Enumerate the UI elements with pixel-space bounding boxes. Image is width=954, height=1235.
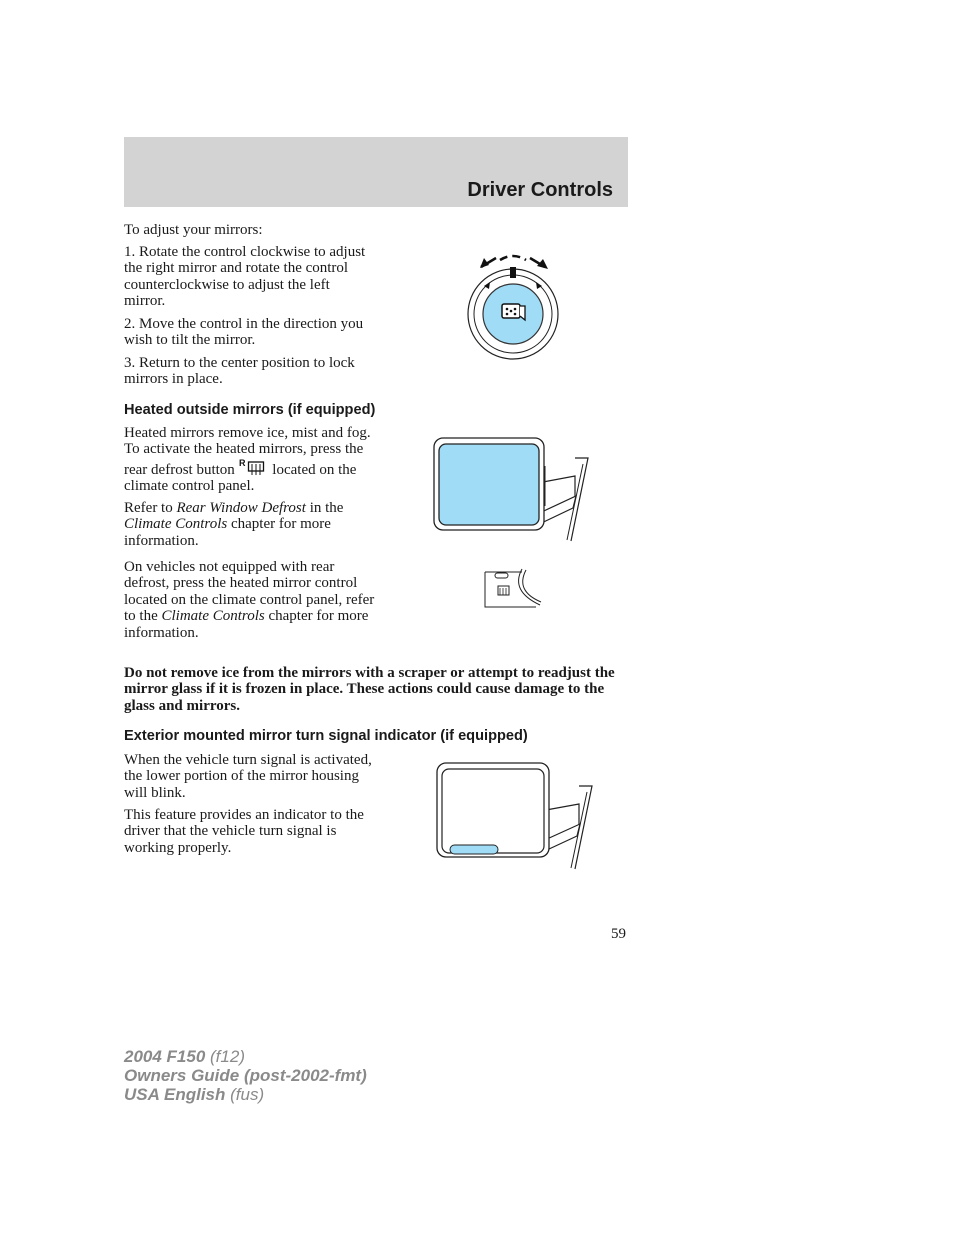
page-number: 59 (611, 926, 626, 942)
page-title: Driver Controls (467, 179, 613, 201)
mirror-control-knob-icon (462, 248, 564, 358)
defrost-letter: R (238, 457, 246, 468)
heated-mirrors-paragraph-3 (124, 559, 382, 641)
heated-mirrors-paragraph-1 (124, 425, 382, 495)
heated-p2-text-a: Refer to (124, 500, 177, 516)
turn-signal-paragraph-2: This feature provides an indicator to the driver that the vehicle turn signal is working properly. (124, 807, 364, 856)
defrost-symbol-icon (239, 458, 269, 476)
header-band (124, 137, 628, 207)
heated-mirrors-heading: Heated outside mirrors (if equipped) (124, 402, 376, 418)
heated-p3-text-b: chapter for more information. (124, 608, 369, 641)
turn-signal-heading: Exterior mounted mirror turn signal indicator (if equipped) (124, 728, 528, 744)
mirrors-intro: To adjust your mirrors: (124, 222, 263, 238)
heated-p2-rear-window-defrost: Rear Window Defrost (176, 500, 306, 516)
footer-line-1 (124, 1047, 367, 1066)
heated-p3-text-a: On vehicles not equipped with rear defrost, press the heated mirror control located on the climate control panel, refer to the (124, 559, 375, 625)
warning-text: Do not remove ice from the mirrors with a scraper or attempt to readjust the mirror glass if it is frozen in place. These actions could cause damage to the glass and mirrors. (124, 665, 615, 714)
heated-p2-text-c: chapter for more information. (124, 516, 331, 549)
footer-language-code: (fus) (225, 1085, 265, 1104)
mirrors-step-2: 2. Move the control in the direction you wish to tilt the mirror. (124, 316, 364, 349)
footer-line-3 (124, 1085, 367, 1104)
document-footer (124, 1047, 367, 1104)
heated-mirror-button-icon (484, 569, 542, 609)
heated-p2-climate-controls: Climate Controls (124, 516, 228, 533)
heated-p1-end: located on the climate control panel. (124, 461, 357, 495)
turn-signal-paragraph-1: When the vehicle turn signal is activated, the lower portion of the mirror housing will blink. (124, 752, 372, 801)
footer-language: USA English (124, 1085, 226, 1104)
heated-mirrors-paragraph-2 (124, 500, 382, 549)
footer-model: 2004 F150 (124, 1047, 206, 1066)
footer-model-code: (f12) (205, 1047, 245, 1066)
turn-signal-mirror-figure (436, 762, 592, 870)
heated-mirror-figure (433, 436, 588, 544)
heated-p2-text-b: in the (305, 500, 344, 516)
heated-p3-climate-controls: Climate Controls (161, 608, 265, 625)
footer-line-2: Owners Guide (post-2002-fmt) (124, 1066, 367, 1085)
mirrors-step-3: 3. Return to the center position to lock mirrors in place. (124, 355, 355, 388)
mirrors-step-1: 1. Rotate the control clockwise to adjust the right mirror and rotate the control counterclockwise to adjust the left mirror. (124, 244, 366, 310)
heated-p1-start: Heated mirrors remove ice, mist and fog. To activate the heated mirrors, press the rear defrost button (124, 425, 371, 478)
